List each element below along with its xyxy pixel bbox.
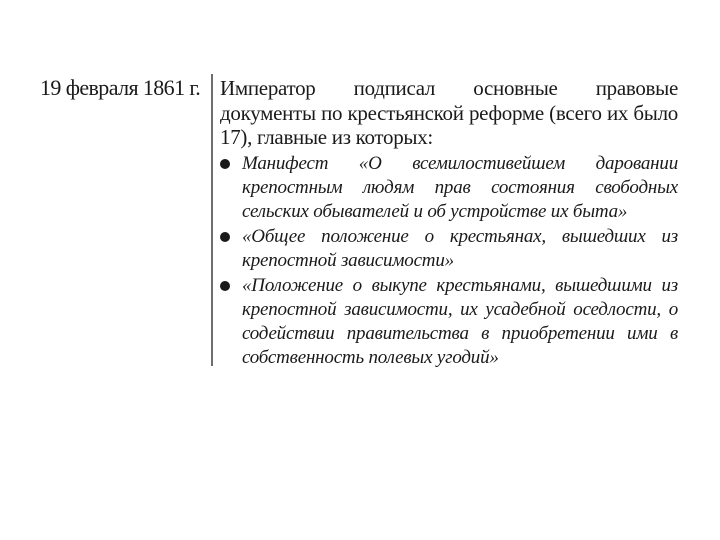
bullet-icon — [220, 232, 230, 242]
document-title: Манифест «О всемилостивейшем даровании крепостным людям прав состояния свободных сельских обывателей и об устройстве их быта» — [242, 152, 678, 222]
documents-list — [220, 152, 678, 370]
event-description — [220, 76, 678, 371]
column-divider — [211, 74, 213, 366]
intro-text: Император подписал основные правовые документы по крестьянской реформе (всего их было 17), главные из которых: — [220, 76, 678, 149]
event-date: 19 февраля 1861 г. — [40, 75, 201, 100]
document-title: «Общее положение о крестьянах, вышедших из крепостной зависимости» — [242, 225, 678, 271]
document-title: «Положение о выкупе крестьянами, вышедшими из крепостной зависимости, их усадебной оседлости, о содействии правительства в приобретении ими в собственность полевых угодий» — [242, 274, 678, 368]
list-item — [220, 152, 678, 224]
bullet-icon — [220, 159, 230, 169]
bullet-icon — [220, 281, 230, 291]
list-item — [220, 274, 678, 370]
list-item — [220, 225, 678, 273]
